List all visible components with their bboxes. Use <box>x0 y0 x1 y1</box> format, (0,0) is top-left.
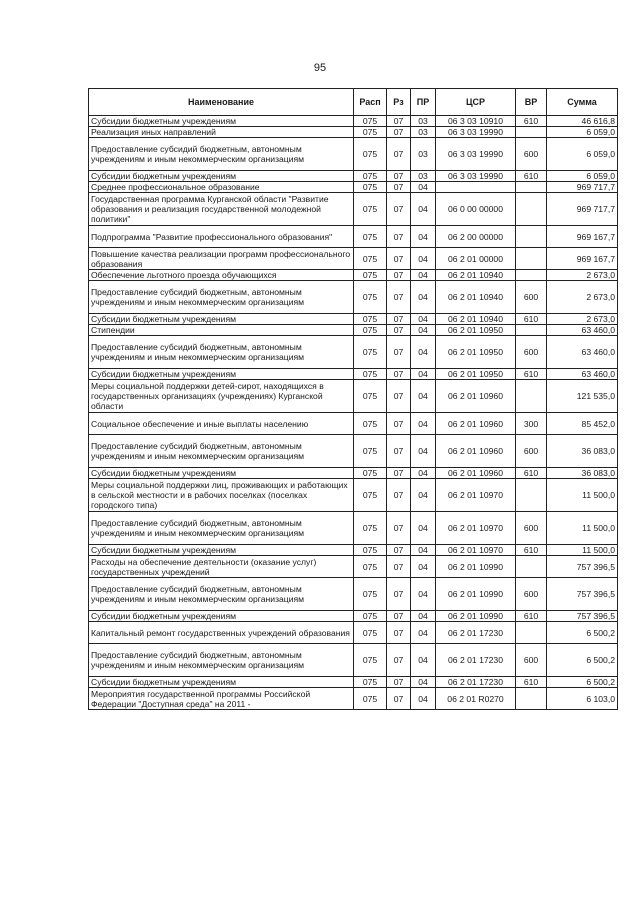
cell-pr: 04 <box>411 413 436 435</box>
cell-csr: 06 3 03 10910 <box>436 116 516 127</box>
cell-sum: 36 083,0 <box>547 435 618 468</box>
table-row <box>89 336 618 369</box>
cell-rasp: 075 <box>354 281 387 314</box>
table-row <box>89 380 618 413</box>
table-row <box>89 314 618 325</box>
cell-rasp: 075 <box>354 127 387 138</box>
cell-sum: 969 167,7 <box>547 226 618 248</box>
cell-name: Субсидии бюджетным учреждениям <box>89 468 354 479</box>
cell-vr <box>516 182 547 193</box>
cell-rasp: 075 <box>354 314 387 325</box>
cell-sum: 11 500,0 <box>547 545 618 556</box>
cell-sum: 85 452,0 <box>547 413 618 435</box>
table-row <box>89 556 618 578</box>
cell-vr: 610 <box>516 116 547 127</box>
table-row <box>89 248 618 270</box>
cell-pr: 04 <box>411 193 436 226</box>
cell-vr: 610 <box>516 171 547 182</box>
cell-name: Предоставление субсидий бюджетным, автономным учреждениям и иным некоммерческим организациям <box>89 435 354 468</box>
cell-rz: 07 <box>387 325 411 336</box>
table-row <box>89 270 618 281</box>
page-number: 95 <box>313 62 327 74</box>
cell-name: Повышение качества реализации программ профессионального образования <box>89 248 354 270</box>
cell-rasp: 075 <box>354 336 387 369</box>
cell-rasp: 075 <box>354 116 387 127</box>
cell-name: Капитальный ремонт государственных учреждений образования <box>89 622 354 644</box>
cell-pr: 04 <box>411 336 436 369</box>
cell-vr: 610 <box>516 611 547 622</box>
cell-vr: 600 <box>516 435 547 468</box>
cell-sum: 6 059,0 <box>547 171 618 182</box>
table-row <box>89 512 618 545</box>
cell-csr: 06 2 01 10940 <box>436 281 516 314</box>
cell-csr: 06 3 03 19990 <box>436 127 516 138</box>
cell-csr: 06 2 01 10960 <box>436 380 516 413</box>
cell-rz: 07 <box>387 644 411 677</box>
table-row <box>89 545 618 556</box>
cell-rasp: 075 <box>354 413 387 435</box>
cell-vr <box>516 479 547 512</box>
cell-pr: 04 <box>411 677 436 688</box>
cell-name: Предоставление субсидий бюджетным, автономным учреждениям и иным некоммерческим организациям <box>89 138 354 171</box>
cell-vr: 600 <box>516 644 547 677</box>
cell-rz: 07 <box>387 182 411 193</box>
cell-csr: 06 2 01 10960 <box>436 468 516 479</box>
table-row <box>89 622 618 644</box>
cell-csr: 06 2 00 00000 <box>436 226 516 248</box>
cell-sum: 36 083,0 <box>547 468 618 479</box>
header-pr: ПР <box>411 89 436 116</box>
cell-name: Среднее профессиональное образование <box>89 182 354 193</box>
cell-sum: 6 103,0 <box>547 688 618 710</box>
cell-sum: 757 396,5 <box>547 556 618 578</box>
cell-rasp: 075 <box>354 468 387 479</box>
cell-name: Предоставление субсидий бюджетным, автономным учреждениям и иным некоммерческим организациям <box>89 644 354 677</box>
cell-sum: 6 500,2 <box>547 644 618 677</box>
budget-table <box>88 88 618 710</box>
cell-csr <box>436 182 516 193</box>
cell-pr: 04 <box>411 248 436 270</box>
cell-vr <box>516 193 547 226</box>
cell-rz: 07 <box>387 193 411 226</box>
cell-pr: 03 <box>411 171 436 182</box>
cell-sum: 63 460,0 <box>547 336 618 369</box>
cell-csr: 06 3 03 19990 <box>436 138 516 171</box>
cell-sum: 757 396,5 <box>547 578 618 611</box>
cell-rz: 07 <box>387 435 411 468</box>
cell-name: Предоставление субсидий бюджетным, автономным учреждениям и иным некоммерческим организациям <box>89 512 354 545</box>
cell-name: Социальное обеспечение и иные выплаты населению <box>89 413 354 435</box>
table-row <box>89 171 618 182</box>
cell-name: Субсидии бюджетным учреждениям <box>89 171 354 182</box>
cell-vr: 610 <box>516 369 547 380</box>
cell-rasp: 075 <box>354 435 387 468</box>
cell-csr: 06 2 01 10990 <box>436 556 516 578</box>
cell-name: Субсидии бюджетным учреждениям <box>89 369 354 380</box>
cell-rasp: 075 <box>354 248 387 270</box>
cell-rz: 07 <box>387 248 411 270</box>
cell-vr: 610 <box>516 468 547 479</box>
table-row <box>89 226 618 248</box>
cell-sum: 969 717,7 <box>547 182 618 193</box>
cell-csr: 06 2 01 10950 <box>436 325 516 336</box>
cell-name: Субсидии бюджетным учреждениям <box>89 545 354 556</box>
cell-name: Меры социальной поддержки лиц, проживающих и работающих в сельской местности и в рабочих поселках (поселках городского типа) <box>89 479 354 512</box>
cell-pr: 03 <box>411 127 436 138</box>
header-name: Наименование <box>89 89 354 116</box>
cell-rasp: 075 <box>354 688 387 710</box>
cell-pr: 03 <box>411 116 436 127</box>
cell-rz: 07 <box>387 380 411 413</box>
cell-csr: 06 2 01 10960 <box>436 435 516 468</box>
cell-rz: 07 <box>387 226 411 248</box>
table-row <box>89 116 618 127</box>
cell-rz: 07 <box>387 116 411 127</box>
cell-sum: 46 616,8 <box>547 116 618 127</box>
cell-sum: 6 059,0 <box>547 138 618 171</box>
table-row <box>89 479 618 512</box>
cell-vr: 610 <box>516 314 547 325</box>
cell-rasp: 075 <box>354 182 387 193</box>
header-vr: ВР <box>516 89 547 116</box>
cell-pr: 04 <box>411 369 436 380</box>
cell-rz: 07 <box>387 688 411 710</box>
cell-pr: 04 <box>411 281 436 314</box>
cell-rz: 07 <box>387 479 411 512</box>
cell-vr: 600 <box>516 336 547 369</box>
header-csr: ЦСР <box>436 89 516 116</box>
cell-pr: 04 <box>411 512 436 545</box>
table-row <box>89 644 618 677</box>
cell-vr <box>516 380 547 413</box>
cell-rasp: 075 <box>354 556 387 578</box>
cell-rz: 07 <box>387 413 411 435</box>
cell-name: Предоставление субсидий бюджетным, автономным учреждениям и иным некоммерческим организациям <box>89 336 354 369</box>
cell-rz: 07 <box>387 556 411 578</box>
cell-rasp: 075 <box>354 171 387 182</box>
cell-rasp: 075 <box>354 325 387 336</box>
cell-rasp: 075 <box>354 578 387 611</box>
cell-vr <box>516 270 547 281</box>
cell-csr: 06 0 00 00000 <box>436 193 516 226</box>
cell-name: Субсидии бюджетным учреждениям <box>89 677 354 688</box>
table-header-row <box>89 89 618 116</box>
cell-pr: 04 <box>411 644 436 677</box>
cell-name: Предоставление субсидий бюджетным, автономным учреждениям и иным некоммерческим организациям <box>89 281 354 314</box>
cell-csr: 06 2 01 17230 <box>436 644 516 677</box>
cell-pr: 04 <box>411 270 436 281</box>
cell-sum: 11 500,0 <box>547 512 618 545</box>
cell-rasp: 075 <box>354 644 387 677</box>
cell-name: Подпрограмма "Развитие профессионального образования" <box>89 226 354 248</box>
cell-rz: 07 <box>387 314 411 325</box>
cell-csr: 06 2 01 10940 <box>436 314 516 325</box>
header-rasp: Расп <box>354 89 387 116</box>
table-row <box>89 193 618 226</box>
cell-name: Меры социальной поддержки детей-сирот, находящихся в государственных организациях (учреждениях) Курганской области <box>89 380 354 413</box>
table-row <box>89 468 618 479</box>
cell-sum: 11 500,0 <box>547 479 618 512</box>
cell-csr: 06 2 01 10970 <box>436 479 516 512</box>
cell-sum: 969 167,7 <box>547 248 618 270</box>
table-row <box>89 138 618 171</box>
cell-csr: 06 2 01 17230 <box>436 622 516 644</box>
cell-pr: 04 <box>411 314 436 325</box>
cell-rz: 07 <box>387 281 411 314</box>
cell-name: Субсидии бюджетным учреждениям <box>89 611 354 622</box>
cell-vr: 600 <box>516 512 547 545</box>
cell-csr: 06 2 01 10990 <box>436 578 516 611</box>
cell-pr: 04 <box>411 468 436 479</box>
cell-rasp: 075 <box>354 622 387 644</box>
cell-pr: 04 <box>411 545 436 556</box>
cell-rz: 07 <box>387 545 411 556</box>
cell-name: Субсидии бюджетным учреждениям <box>89 116 354 127</box>
cell-name: Расходы на обеспечение деятельности (оказание услуг) государственных учреждений <box>89 556 354 578</box>
cell-pr: 04 <box>411 622 436 644</box>
cell-csr: 06 2 01 10970 <box>436 512 516 545</box>
cell-vr <box>516 127 547 138</box>
cell-rasp: 075 <box>354 512 387 545</box>
cell-vr: 600 <box>516 281 547 314</box>
cell-rasp: 075 <box>354 611 387 622</box>
cell-csr: 06 2 01 R0270 <box>436 688 516 710</box>
cell-sum: 969 717,7 <box>547 193 618 226</box>
cell-name: Государственная программа Курганской области "Развитие образования и реализация государственной молодежной политики" <box>89 193 354 226</box>
cell-rz: 07 <box>387 270 411 281</box>
cell-rasp: 075 <box>354 369 387 380</box>
cell-sum: 63 460,0 <box>547 369 618 380</box>
table-row <box>89 281 618 314</box>
cell-pr: 04 <box>411 325 436 336</box>
cell-pr: 04 <box>411 226 436 248</box>
cell-rz: 07 <box>387 369 411 380</box>
cell-csr: 06 3 03 19990 <box>436 171 516 182</box>
table-row <box>89 413 618 435</box>
table-row <box>89 611 618 622</box>
cell-csr: 06 2 01 10950 <box>436 336 516 369</box>
cell-vr <box>516 688 547 710</box>
cell-sum: 2 673,0 <box>547 270 618 281</box>
cell-sum: 6 500,2 <box>547 677 618 688</box>
cell-vr <box>516 556 547 578</box>
cell-name: Реализация иных направлений <box>89 127 354 138</box>
cell-name: Мероприятия государственной программы Российской Федерации "Доступная среда" на 2011 - <box>89 688 354 710</box>
cell-pr: 03 <box>411 138 436 171</box>
cell-rz: 07 <box>387 512 411 545</box>
cell-vr: 610 <box>516 677 547 688</box>
cell-sum: 757 396,5 <box>547 611 618 622</box>
cell-vr <box>516 622 547 644</box>
cell-sum: 63 460,0 <box>547 325 618 336</box>
cell-pr: 04 <box>411 380 436 413</box>
cell-vr: 300 <box>516 413 547 435</box>
cell-rz: 07 <box>387 138 411 171</box>
table-row <box>89 369 618 380</box>
cell-rasp: 075 <box>354 479 387 512</box>
cell-rz: 07 <box>387 622 411 644</box>
cell-rz: 07 <box>387 578 411 611</box>
table-row <box>89 127 618 138</box>
cell-sum: 6 059,0 <box>547 127 618 138</box>
cell-csr: 06 2 01 10990 <box>436 611 516 622</box>
cell-pr: 04 <box>411 182 436 193</box>
cell-rasp: 075 <box>354 270 387 281</box>
cell-vr: 600 <box>516 138 547 171</box>
cell-rz: 07 <box>387 611 411 622</box>
cell-sum: 6 500,2 <box>547 622 618 644</box>
cell-rasp: 075 <box>354 138 387 171</box>
cell-rasp: 075 <box>354 226 387 248</box>
cell-name: Стипендии <box>89 325 354 336</box>
cell-vr <box>516 248 547 270</box>
cell-rz: 07 <box>387 127 411 138</box>
cell-csr: 06 2 01 10960 <box>436 413 516 435</box>
cell-vr <box>516 226 547 248</box>
cell-csr: 06 2 01 00000 <box>436 248 516 270</box>
cell-vr: 610 <box>516 545 547 556</box>
cell-rasp: 075 <box>354 380 387 413</box>
cell-rasp: 075 <box>354 545 387 556</box>
cell-pr: 04 <box>411 578 436 611</box>
header-rz: Рз <box>387 89 411 116</box>
cell-vr: 600 <box>516 578 547 611</box>
cell-pr: 04 <box>411 479 436 512</box>
cell-name: Субсидии бюджетным учреждениям <box>89 314 354 325</box>
cell-rz: 07 <box>387 677 411 688</box>
cell-csr: 06 2 01 17230 <box>436 677 516 688</box>
table-row <box>89 435 618 468</box>
table-row <box>89 677 618 688</box>
cell-rz: 07 <box>387 336 411 369</box>
table-row <box>89 182 618 193</box>
header-sum: Сумма <box>547 89 618 116</box>
cell-rasp: 075 <box>354 193 387 226</box>
cell-sum: 2 673,0 <box>547 314 618 325</box>
table-row <box>89 578 618 611</box>
cell-pr: 04 <box>411 688 436 710</box>
cell-name: Обеспечение льготного проезда обучающихся <box>89 270 354 281</box>
cell-pr: 04 <box>411 435 436 468</box>
cell-rz: 07 <box>387 171 411 182</box>
cell-sum: 121 535,0 <box>547 380 618 413</box>
cell-name: Предоставление субсидий бюджетным, автономным учреждениям и иным некоммерческим организациям <box>89 578 354 611</box>
cell-csr: 06 2 01 10970 <box>436 545 516 556</box>
cell-sum: 2 673,0 <box>547 281 618 314</box>
cell-csr: 06 2 01 10950 <box>436 369 516 380</box>
cell-pr: 04 <box>411 556 436 578</box>
table-row <box>89 688 618 710</box>
table-row <box>89 325 618 336</box>
cell-pr: 04 <box>411 611 436 622</box>
cell-csr: 06 2 01 10940 <box>436 270 516 281</box>
cell-rasp: 075 <box>354 677 387 688</box>
cell-vr <box>516 325 547 336</box>
cell-rz: 07 <box>387 468 411 479</box>
table-body <box>89 116 618 710</box>
